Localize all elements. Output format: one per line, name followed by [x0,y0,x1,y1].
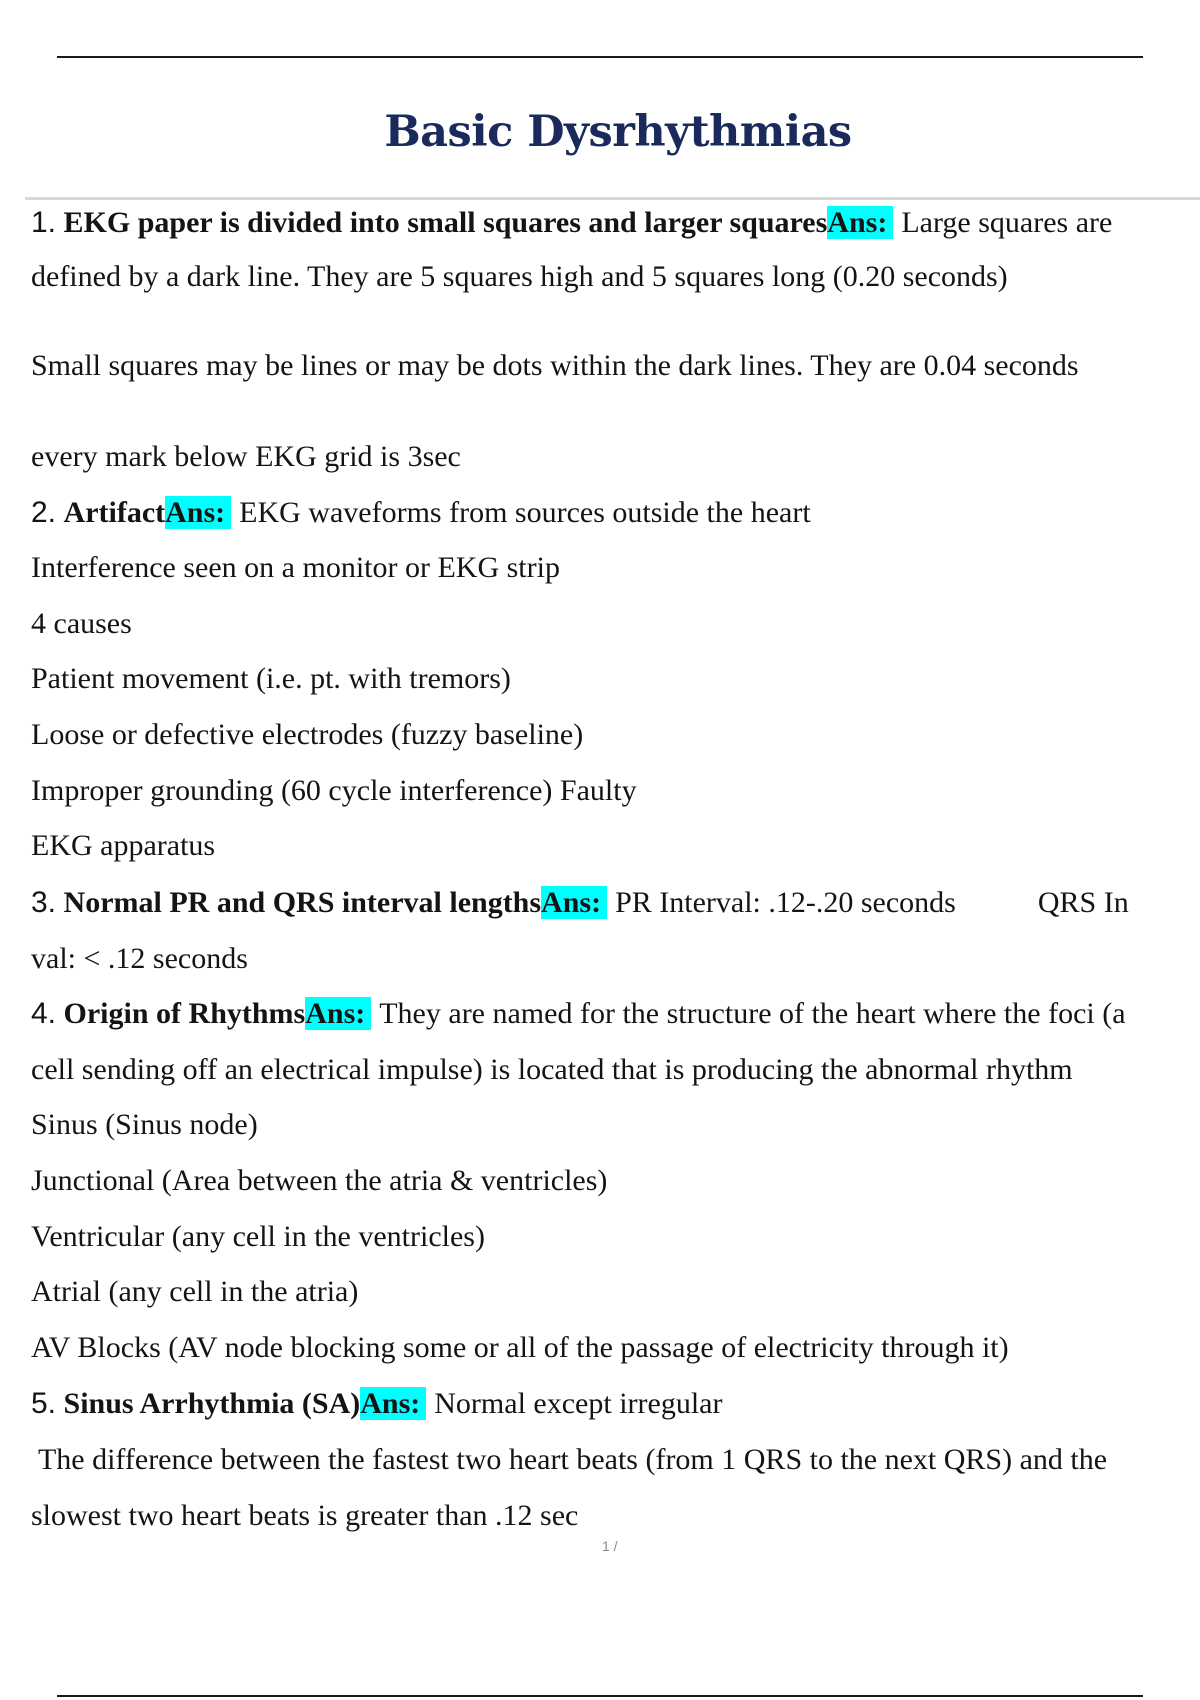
ans-label: Ans: [360,1387,426,1420]
item-answer-tail: QRS In [1037,886,1129,919]
text-line: Small squares may be lines or may be dots within the dark lines. They are 0.04 seconds [31,349,1079,382]
ans-label: Ans: [165,496,231,529]
text-line: slowest two heart beats is greater than .12 sec [31,1499,579,1532]
item-answer: PR Interval: .12-.20 seconds [615,886,956,919]
page-title: Basic Dysrhythmias [384,107,852,157]
text-line: val: < .12 seconds [31,942,248,975]
text-line: 4 causes [31,607,132,640]
text-line: Atrial (any cell in the atria) [31,1275,359,1308]
item-1-heading [31,203,1112,243]
ans-label: Ans: [305,997,371,1030]
item-number: 1. [31,206,57,239]
item-answer: Normal except irregular [434,1387,723,1420]
text-line: Sinus (Sinus node) [31,1108,258,1141]
item-number: 4. [31,997,57,1030]
text-line: Loose or defective electrodes (fuzzy baseline) [31,718,584,751]
item-answer: They are named for the structure of the heart where the foci (a [379,997,1126,1030]
title-divider [25,197,1200,200]
item-4-heading [31,994,1126,1034]
text-line: Interference seen on a monitor or EKG strip [31,551,560,584]
item-question: Origin of Rhythms [63,997,306,1030]
item-answer: Large squares are [901,206,1113,239]
text-line: Ventricular (any cell in the ventricles) [31,1220,485,1253]
item-2-heading [31,493,811,533]
item-answer: EKG waveforms from sources outside the heart [239,496,811,529]
item-number: 2. [31,496,57,529]
item-question: EKG paper is divided into small squares and larger squares [63,206,828,239]
text-line: cell sending off an electrical impulse) is located that is producing the abnormal rhythm [31,1053,1073,1086]
item-5-heading [31,1384,722,1424]
text-line: Improper grounding (60 cycle interference) Faulty [31,774,637,807]
top-rule [57,56,1143,58]
item-question: Sinus Arrhythmia (SA) [63,1387,361,1420]
item-number: 5. [31,1387,57,1420]
item-3-heading [31,883,1129,923]
text-line: defined by a dark line. They are 5 squares high and 5 squares long (0.20 seconds) [31,260,1008,293]
text-line: every mark below EKG grid is 3sec [31,440,461,473]
ans-label: Ans: [541,886,607,919]
text-line: The difference between the fastest two heart beats (from 1 QRS to the next QRS) and the [31,1443,1108,1476]
item-question: Normal PR and QRS interval lengths [63,886,542,919]
ans-label: Ans: [827,206,893,239]
item-number: 3. [31,886,57,919]
text-line: Patient movement (i.e. pt. with tremors) [31,662,511,695]
text-line: EKG apparatus [31,829,216,862]
bottom-rule [57,1695,1143,1697]
item-question: Artifact [63,496,166,529]
page-number: 1 / [602,1538,618,1554]
text-line: Junctional (Area between the atria & ventricles) [31,1164,608,1197]
text-line: AV Blocks (AV node blocking some or all of the passage of electricity through it) [31,1331,1009,1364]
